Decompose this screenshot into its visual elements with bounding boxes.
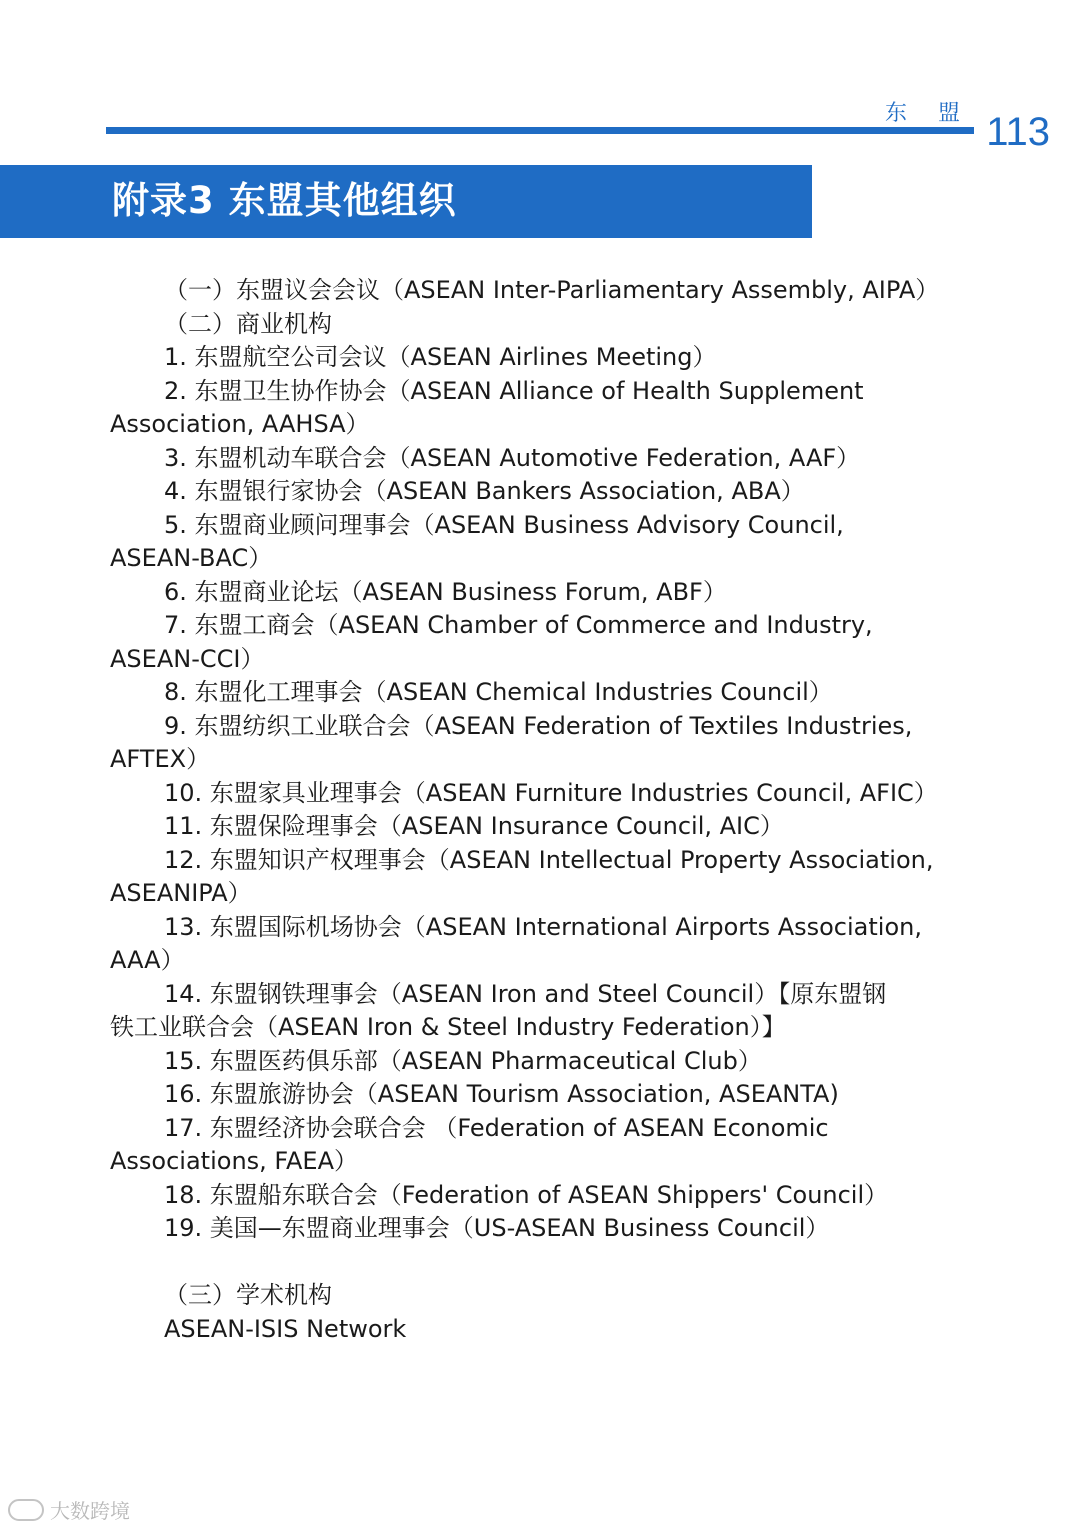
list-item: 19. 美国—东盟商业理事会（US-ASEAN Business Council） [164,1214,830,1242]
list-item: （一）东盟议会会议（ASEAN Inter-Parliamentary Assembly, AIPA） [164,276,940,304]
section-banner [0,165,812,238]
list-item: 17. 东盟经济协会联合会 （Federation of ASEAN Economic [164,1113,829,1142]
list-item-continuation: Associations, FAEA） [110,1147,359,1175]
section-title: 附录3 东盟其他组织 [112,179,457,222]
list-item-continuation: AAA） [110,946,185,974]
list-item-continuation: Association, AAHSA） [110,410,370,438]
list-item: 8. 东盟化工理事会（ASEAN Chemical Industries Council） [164,678,833,706]
organization-list [110,274,980,1346]
watermark-text: 大数跨境 [50,1499,130,1523]
list-item: 15. 东盟医药俱乐部（ASEAN Pharmaceutical Club） [164,1046,762,1075]
list-item: 16. 东盟旅游协会（ASEAN Tourism Association, ASEANTA) [164,1080,839,1108]
list-item: 7. 东盟工商会（ASEAN Chamber of Commerce and Industry, [164,611,873,639]
list-item: 4. 东盟银行家协会（ASEAN Bankers Association, ABA） [164,477,805,505]
spacer [110,1246,980,1280]
header-rule [106,127,974,134]
list-item: 9. 东盟纺织工业联合会（ASEAN Federation of Textiles Industries, [164,711,913,740]
list-item: ASEAN-ISIS Network [164,1314,407,1343]
list-item-continuation: ASEAN-CCI） [110,644,265,673]
list-item: 11. 东盟保险理事会（ASEAN Insurance Council, AIC） [164,812,784,840]
list-item-continuation: AFTEX） [110,745,211,773]
list-item: 1. 东盟航空公司会议（ASEAN Airlines Meeting） [164,343,717,371]
list-item: 2. 东盟卫生协作协会（ASEAN Alliance of Health Supplement [164,376,864,405]
list-item: 13. 东盟国际机场协会（ASEAN International Airports Association, [164,912,922,941]
list-item: 14. 东盟钢铁理事会（ASEAN Iron and Steel Council）【原东盟钢 [164,979,887,1008]
list-item-continuation: ASEAN-BAC） [110,544,273,572]
list-item: 12. 东盟知识产权理事会（ASEAN Intellectual Property Association, [164,845,934,874]
list-item: 18. 东盟船东联合会（Federation of ASEAN Shippers' Council） [164,1180,889,1209]
page-number: 113 [986,110,1050,154]
list-item: 5. 东盟商业顾问理事会（ASEAN Business Advisory Council, [164,510,844,539]
list-item: （二）商业机构 [164,309,332,338]
list-item: 3. 东盟机动车联合会（ASEAN Automotive Federation, AAF） [164,443,861,472]
section-heading: （三）学术机构 [164,1281,332,1309]
running-head: 东 盟 [885,101,972,126]
list-item-continuation: ASEANIPA） [110,879,252,907]
list-item-continuation: 铁工业联合会（ASEAN Iron & Steel Industry Federation）】 [110,1013,786,1041]
watermark-logo-icon [8,1499,44,1521]
watermark [8,1495,130,1524]
list-item: 6. 东盟商业论坛（ASEAN Business Forum, ABF） [164,577,727,606]
list-item: 10. 东盟家具业理事会（ASEAN Furniture Industries Council, AFIC） [164,778,938,807]
